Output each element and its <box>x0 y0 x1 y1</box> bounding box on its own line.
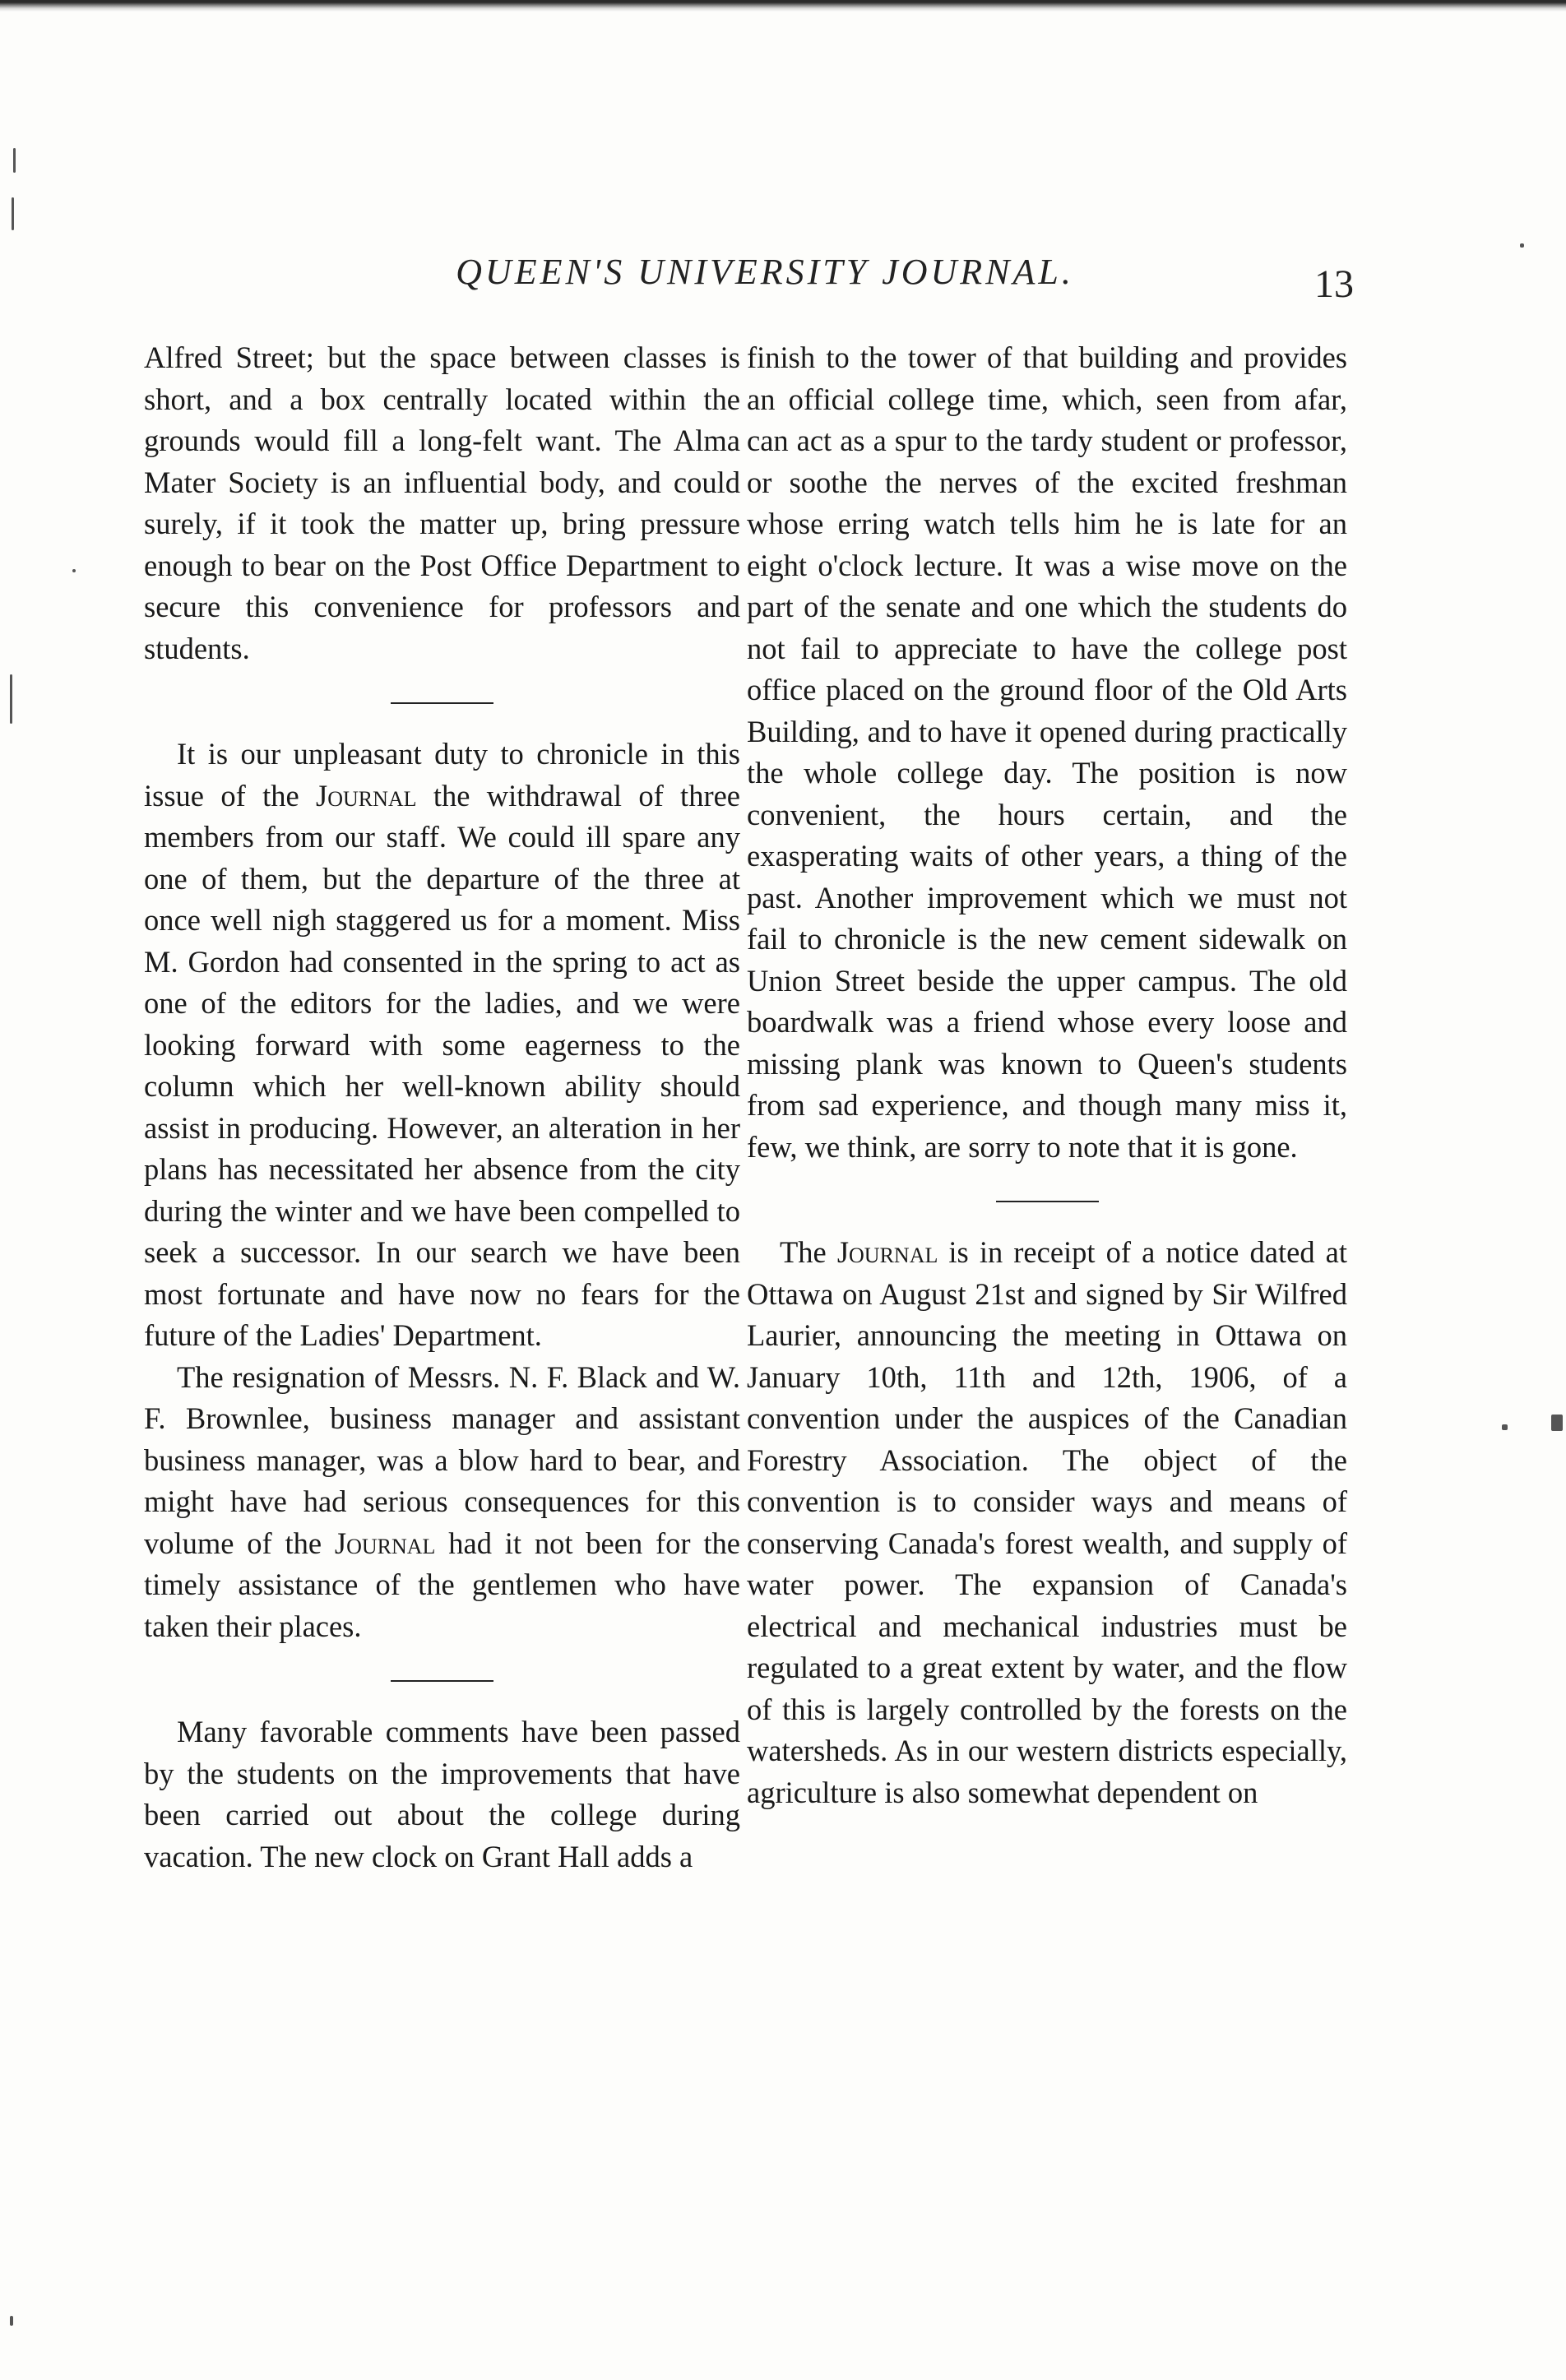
section-divider <box>996 1201 1099 1202</box>
paragraph-text: had it not been for the timely assistance of the gentlemen who have taken their places. <box>144 1526 740 1643</box>
paragraph-post-box: Alfred Street; but the space between classes is short, and a box centrally located within the grounds would fill a long-felt want. The Alma Mater Society is an influential body, and could surely, if it took the matter up, bring pressure enough to bear on the Post Office Department to secure this convenience for professors and students. <box>144 340 740 665</box>
margin-speck <box>13 148 16 173</box>
journal-name: Journal <box>836 1235 938 1269</box>
section-divider <box>391 702 493 704</box>
margin-speck <box>1551 1415 1563 1431</box>
journal-name: Journal <box>316 778 417 813</box>
paragraph-college-clock: finish to the tower of that building and provides an official college time, which, seen from afar, can act as a spur to the tardy student or professor, or soothe the nerves of the excited freshman whose erring watch tells him he is late for an eight o'clock lecture. It was a wise move on the part of the senate and one which the students do not fail to appreciate to have the college post office placed on the ground floor of the Old Arts Building, and to have it opened during practically the whole college day. The position is now convenient, the hours certain, and the exasperating waits of other years, a thing of the past. Another improvement which we must not fail to chronicle is the new cement sidewalk on Union Street beside the upper campus. The old boardwalk was a friend whose every loose and missing plank was known to Queen's students from sad experience, and though many miss it, few, we think, are sorry to note that it is gone. <box>747 340 1347 1164</box>
paragraph-text: It is our unpleasant duty to chronicle in this issue of the <box>144 737 740 813</box>
paragraph-improvements: Many favorable comments have been passed by the students on the improvements that have been carried out about the college during vacation. The new clock on Grant Hall adds a <box>144 1715 740 1873</box>
margin-speck <box>72 569 76 572</box>
section-divider <box>391 1680 493 1682</box>
journal-name: Journal <box>334 1526 436 1560</box>
margin-speck <box>1502 1424 1508 1430</box>
running-head: QUEEN'S UNIVERSITY JOURNAL. <box>456 252 1074 292</box>
paragraph-forestry-convention <box>747 1232 1347 1813</box>
paragraph-text: The resignation of Messrs. N. F. Black and W. F. Brownlee, business manager and assistant business manager, was a blow hard to bear, and might have had serious consequences for this volume of the <box>144 1359 740 1560</box>
scan-top-edge <box>0 0 1566 12</box>
margin-speck <box>10 2316 13 2326</box>
paragraph-resignation <box>144 1357 740 1648</box>
paragraph-text: The <box>780 1235 837 1269</box>
margin-speck <box>1520 243 1524 248</box>
margin-speck <box>12 197 14 230</box>
paragraph-text: the withdrawal of three members from our staff. We could ill spare any one of them, but the departure of the three at once well nigh staggered us for a moment. Miss M. Gordon had consented in the spring to act as one of the editors for the ladies, and we were looking forward with some eagerness to the column which her well-known ability should assist in producing. However, an alteration in her plans has necessitated her absence from the city during the winter and we have been compelled to seek a successor. In our search we have been most fortunate and have now no fears for the future of the Ladies' Department. <box>144 778 741 1352</box>
paragraph-staff-withdrawal <box>144 734 740 1357</box>
right-column <box>747 337 1347 1813</box>
paragraph-text: is in receipt of a notice dated at Ottawa on August 21st and signed by Sir Wilfred Laurier, announcing the meeting in Ottawa on January 10th, 11th and 12th, 1906, of a convention under the auspices of the Canadian Forestry Association. The object of the convention is to consider ways and means of conserving Canada's forest wealth, and supply of water power. The expansion of Canada's electrical and mechanical industries must be regulated to a great extent by water, and the flow of this is largely controlled by the forests on the watersheds. As in our western districts especially, agriculture is also somewhat dependent on <box>747 1235 1347 1809</box>
margin-speck <box>10 674 12 724</box>
left-column <box>144 337 740 1878</box>
page-number: 13 <box>1314 262 1354 306</box>
